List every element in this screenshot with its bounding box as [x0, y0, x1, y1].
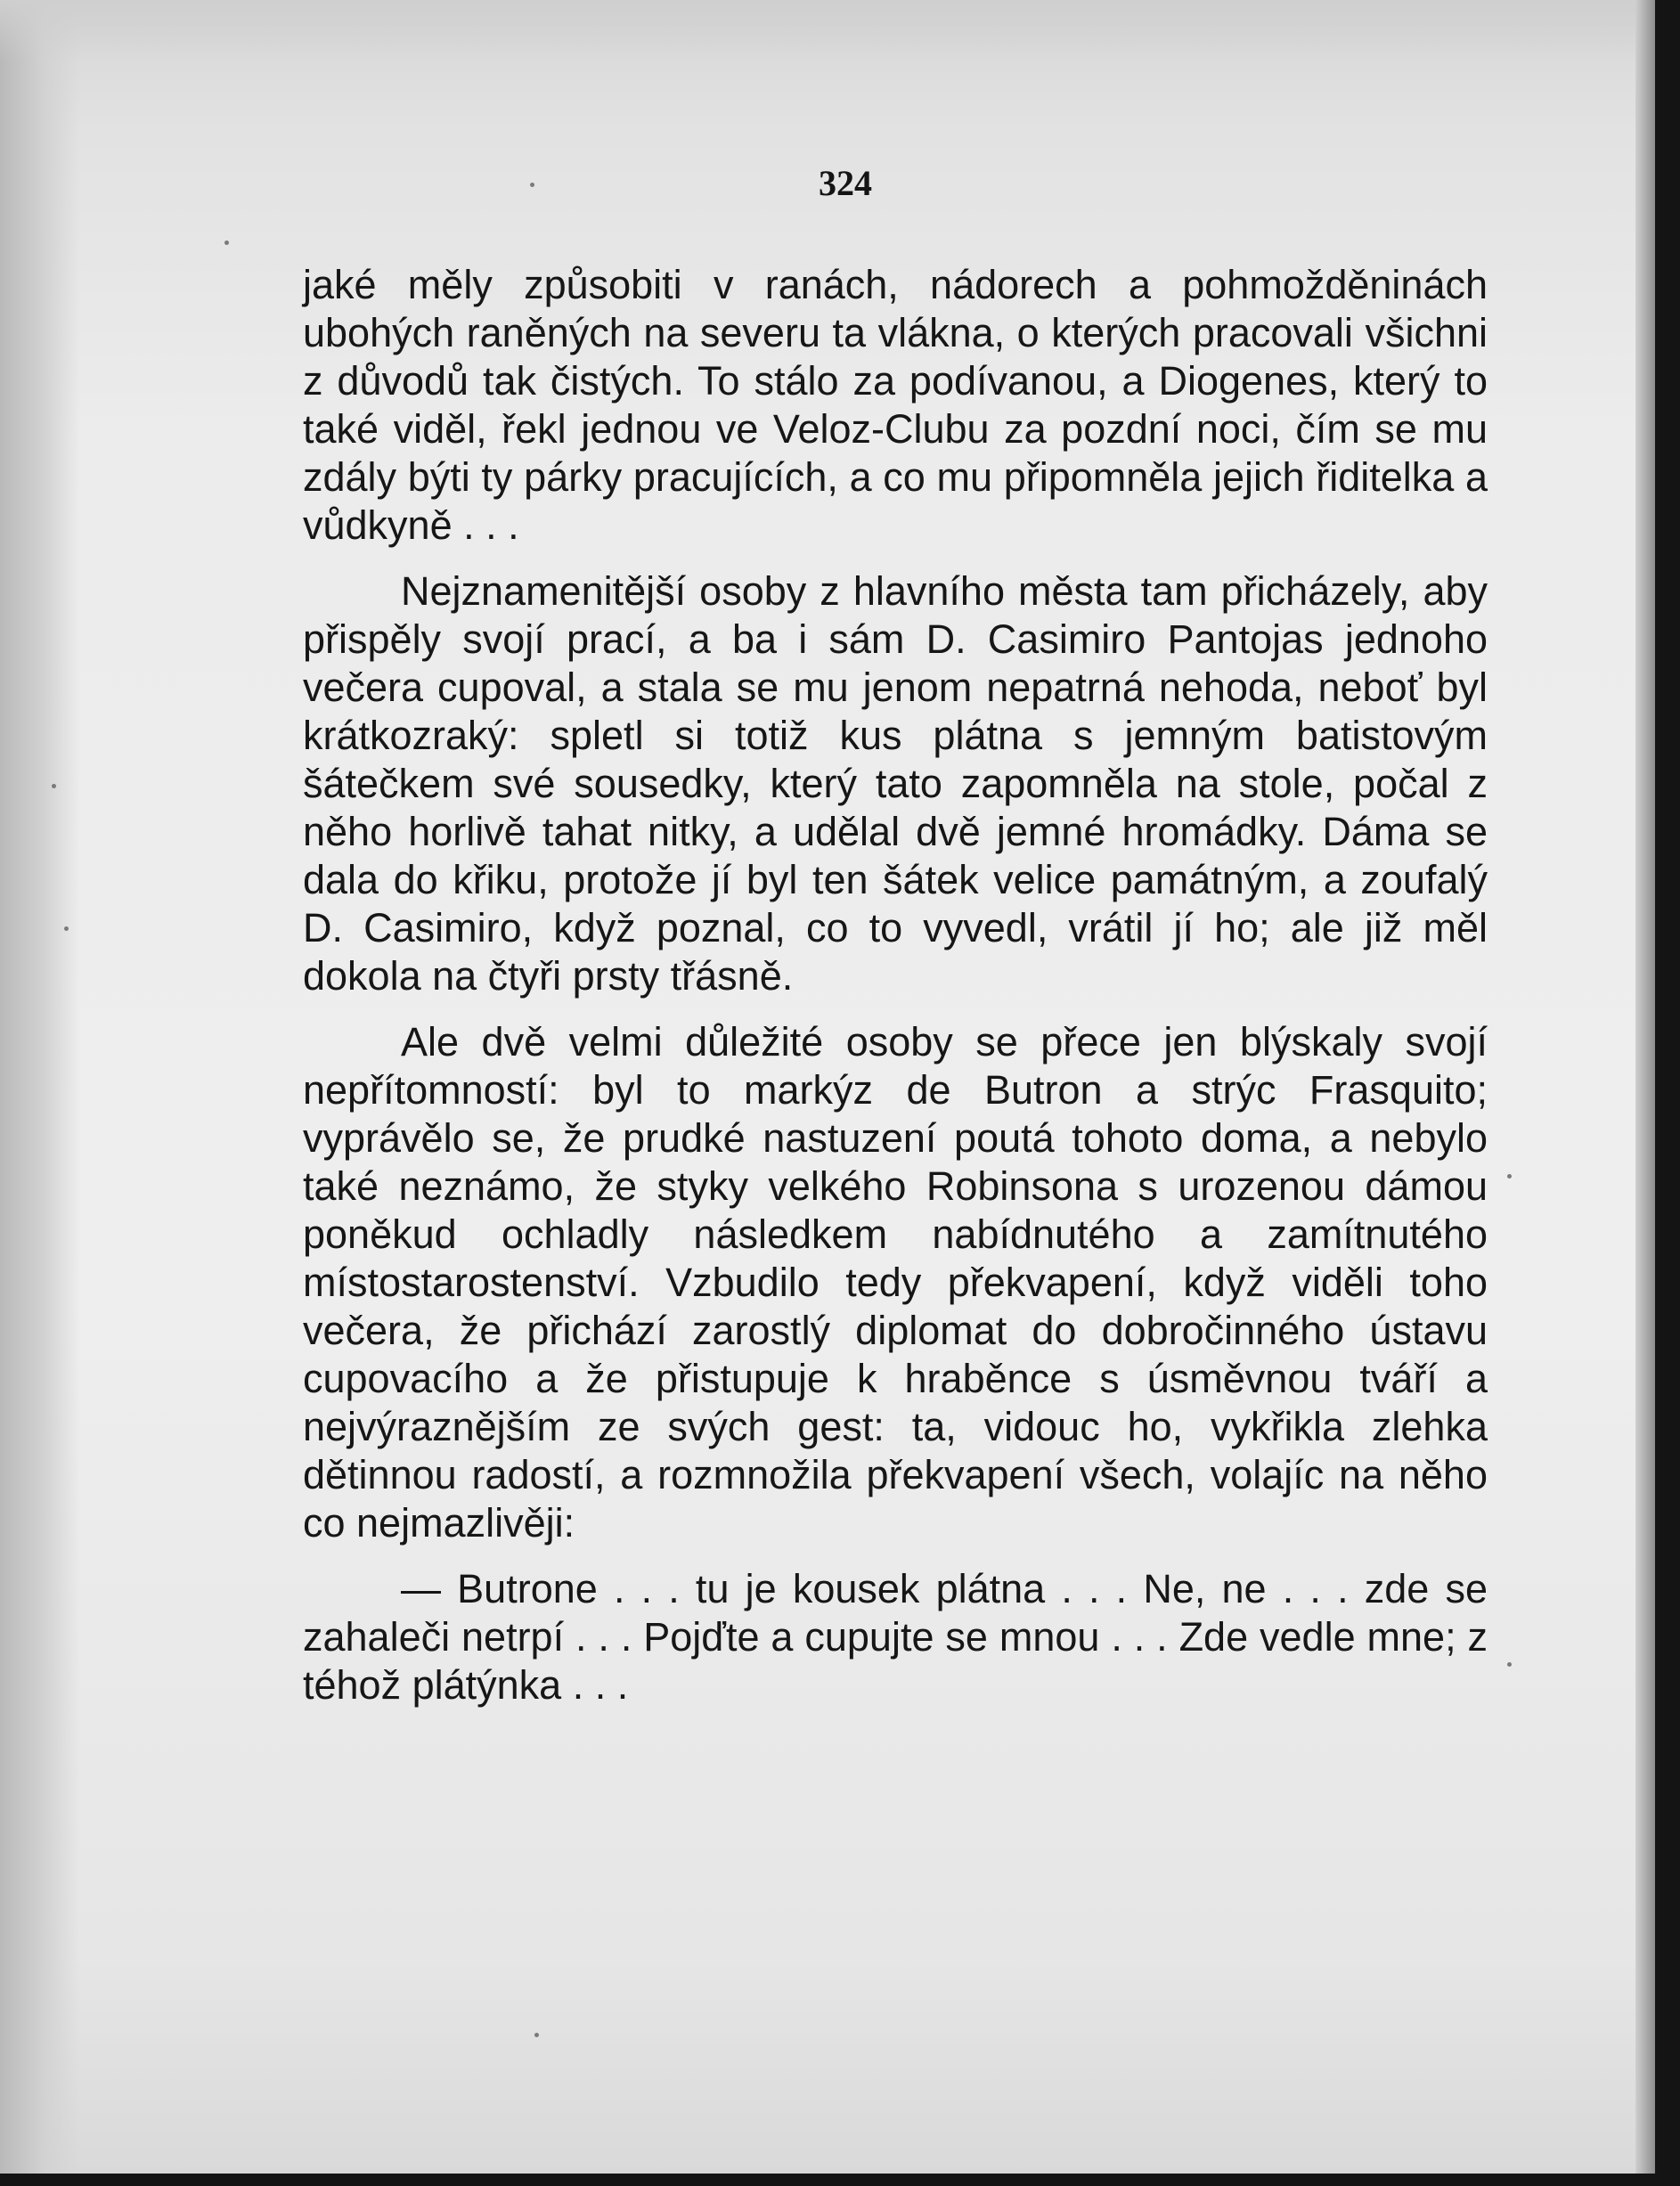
paragraph-3: Ale dvě velmi důležité osoby se přece jen blýskaly svojí nepřítomností: byl to markýz de Butron a strýc Frasquito; vyprávělo se, že prudké nastuzení poutá tohoto doma, a nebylo také neznámo, že styky velkého Robinsona s urozenou dámou poněkud ochladly následkem nabídnutého a zamítnutého místostarostenství. Vzbudilo tedy překvapení, když viděli toho večera, že přichází zarostlý diplomat do dobročinného ústavu cupovacího a že přistupuje k hraběnce s úsměvnou tváří a nejvýraznějším ze svých gest: ta, vidouc ho, vykřikla zlehka dětinnou radostí, a rozmnožila překvapení všech, volajíc na něho co nejmazlivěji: — [303, 1019, 1488, 1546]
page-right-edge — [1635, 0, 1655, 2174]
page-top-shadow — [0, 0, 1655, 62]
dust-speck — [534, 2033, 539, 2037]
paragraph-2: Nejznamenitější osoby z hlavního města tam přicházely, aby přispěly svojí prací, a ba i sám D. Casimiro Pantojas jednoho večera cupoval, a stala se mu jenom nepatrná nehoda, neboť byl krátkozraký: spletl si totiž kus plátna s jemným batistovým šátečkem své sousedky, který tato zapomněla na stole, počal z něho horlivě tahat nitky, a udělal dvě jemné hromádky. Dáma se dala do křiku, protože jí byl ten šátek velice památným, a zoufalý D. Casimiro, když poznal, co to vyvedl, vrátil jí ho; ale již měl dokola na čtyři prsty třásně. — [303, 568, 1488, 999]
dust-speck — [1507, 1662, 1512, 1667]
paragraph-4-dialogue: — Butrone . . . tu je kousek plátna . . . Ne, ne . . . zde se zahaleči netrpí . . . Pojďte a cupujte se mnou . . . Zde vedle mne; z téhož plátýnka . . . — [303, 1566, 1488, 1708]
dust-speck — [52, 784, 56, 788]
page-number: 324 — [819, 163, 872, 203]
page-gutter-shadow — [0, 0, 80, 2174]
paragraph-1: jaké měly způsobiti v ranách, nádorech a pohmožděninách ubohých raněných na severu ta vlákna, o kterých pracovali všichni z důvodů tak čistých. To stálo za podívanou, a Diogenes, který to také viděl, řekl jednou ve Veloz-Clubu za pozdní noci, čím se mu zdály býti ty párky pracujících, a co mu připomněla jejich řiditelka a vůdkyně . . . — [303, 262, 1488, 548]
body-text — [303, 261, 1488, 1709]
dust-speck — [224, 241, 229, 245]
dust-speck — [64, 926, 69, 931]
dust-speck — [1507, 1174, 1512, 1179]
